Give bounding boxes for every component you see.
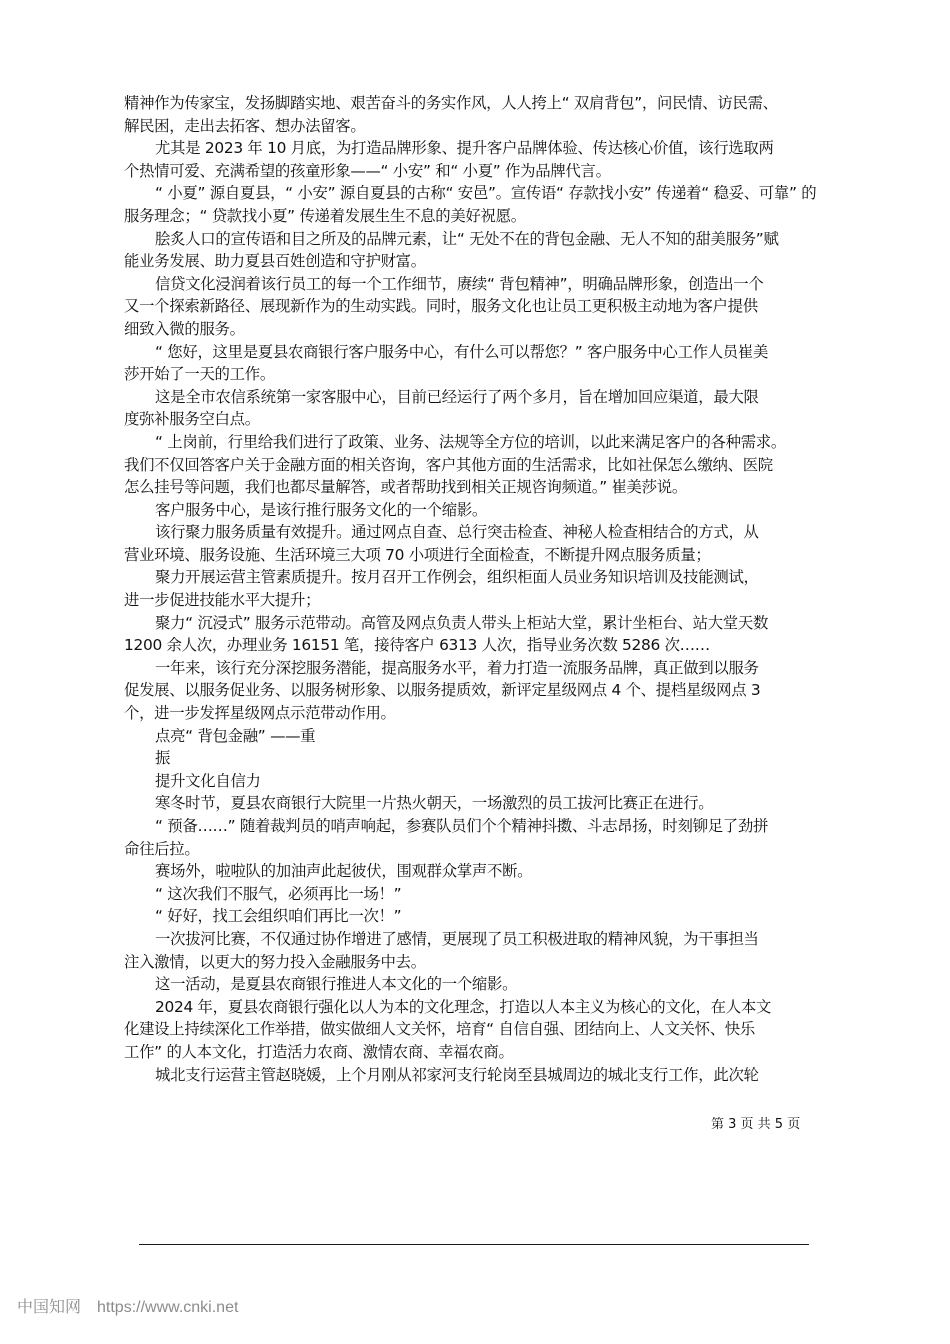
text-line: 该行聚力服务质量有效提升。通过网点自查、总行突击检查、神秘人检查相结合的方式，从 — [155, 523, 759, 542]
text-line: 寒冬时节，夏县农商银行大院里一片热火朝天，一场激烈的员工拔河比赛正在进行。 — [155, 794, 714, 813]
text-line: 一次拔河比赛，不仅通过协作增进了感情，更展现了员工积极进取的精神风貌，为干事担当 — [155, 929, 759, 948]
text-line: 客户服务中心，是该行推行服务文化的一个缩影。 — [155, 500, 487, 519]
text-line: 促发展、以服务促业务、以服务树形象、以服务提质效，新评定星级网点 4 个、提档星级网点 3 — [124, 681, 761, 700]
text-line: 尤其是 2023 年 10 月底，为打造品牌形象、提升客户品牌体验、传达核心价值，该行选取两 — [155, 139, 774, 158]
text-line: 2024 年，夏县农商银行强化以人为本的文化理念，打造以人本主义为核心的文化，在人本文 — [155, 997, 772, 1016]
text-line: “ 预备……” 随着裁判员的哨声响起，参赛队员们个个精神抖擞、斗志昂扬，时刻铆足了劲拼 — [155, 817, 769, 835]
text-line: 聚力开展运营主管素质提升。按月召开工作例会，组织柜面人员业务知识培训及技能测试， — [155, 568, 759, 587]
text-line: 点亮“ 背包金融” ——重 — [155, 726, 316, 745]
page-number: 第 3 页 共 5 页 — [711, 1117, 801, 1132]
text-line: “ 好好，找工会组织咱们再比一次！” — [155, 907, 402, 926]
text-line: 赛场外，啦啦队的加油声此起彼伏，围观群众掌声不断。 — [155, 862, 533, 881]
watermark-url[interactable]: https://www.cnki.net — [97, 1299, 239, 1316]
text-line: 聚力“ 沉浸式” 服务示范带动。高管及网点负责人带头上柜站大堂，累计坐柜台、站大堂天数 — [155, 613, 769, 632]
text-line: 1200 余人次，办理业务 16151 笔，接待客户 6313 人次，指导业务次数 5286 次…… — [124, 636, 710, 655]
text-line: 这一活动，是夏县农商银行推进人本文化的一个缩影。 — [155, 975, 518, 994]
text-line: 个热情可爱、充满希望的孩童形象——“ 小安” 和“ 小夏” 作为品牌代言。 — [124, 161, 611, 180]
text-line: 个，进一步发挥星级网点示范带动作用。 — [124, 704, 396, 723]
text-line: 精神作为传家宝，发扬脚踏实地、艰苦奋斗的务实作风，人人挎上“ 双肩背包”，问民情、访民需、 — [124, 94, 778, 112]
text-line: 服务理念；“ 贷款找小夏” 传递着发展生生不息的美好祝愿。 — [124, 206, 526, 225]
watermark-name: 中国知网 — [17, 1299, 82, 1316]
text-line: 提升文化自信力 — [155, 771, 261, 790]
footer-divider — [139, 1244, 809, 1245]
text-line: 进一步促进技能水平大提升； — [124, 591, 321, 610]
text-line: 一年来，该行充分深挖服务潜能，提高服务水平，着力打造一流服务品牌，真正做到以服务 — [155, 658, 759, 677]
text-line: “ 小夏” 源自夏县，“ 小安” 源自夏县的古称“ 安邑”。宣传语“ 存款找小安” 传递着“ 稳妥、可靠” 的 — [155, 184, 817, 203]
text-line: 命往后拉。 — [124, 839, 200, 858]
text-line: 脍炙人口的宣传语和目之所及的品牌元素，让“ 无处不在的背包金融、无人不知的甜美服务”赋 — [155, 229, 779, 248]
document-body — [124, 92, 836, 1086]
text-line: 这是全市农信系统第一家客服中心，目前已经运行了两个多月，旨在增加回应渠道，最大限 — [155, 387, 759, 406]
text-line: 怎么挂号等问题，我们也都尽量解答，或者帮助找到相关正规咨询频道。” 崔美莎说。 — [124, 478, 687, 497]
text-line: 城北支行运营主管赵晓媛，上个月刚从祁家河支行轮岗至县城周边的城北支行工作，此次轮 — [155, 1065, 759, 1084]
text-line: “ 上岗前，行里给我们进行了政策、业务、法规等全方位的培训，以此来满足客户的各种需求。 — [155, 432, 786, 451]
text-line: 度弥补服务空白点。 — [124, 410, 260, 429]
text-line: 我们不仅回答客户关于金融方面的相关咨询，客户其他方面的生活需求，比如社保怎么缴纳、医院 — [124, 455, 773, 474]
text-line: “ 您好，这里是夏县农商银行客户服务中心，有什么可以帮您？” 客户服务中心工作人员崔美 — [155, 342, 769, 361]
text-line: 能业务发展、助力夏县百姓创造和守护财富。 — [124, 252, 426, 271]
text-line: 工作” 的人本文化，打造活力农商、激情农商、幸福农商。 — [124, 1042, 514, 1061]
text-line: 又一个探索新路径、展现新作为的生动实践。同时，服务文化也让员工更积极主动地为客户提供 — [124, 297, 758, 316]
cnki-watermark — [17, 1294, 238, 1317]
text-line: 解民困，走出去拓客、想办法留客。 — [124, 116, 366, 135]
text-line: 莎开始了一天的工作。 — [124, 365, 275, 384]
text-line: 细致入微的服务。 — [124, 319, 245, 338]
text-line: 信贷文化浸润着该行员工的每一个工作细节，赓续“ 背包精神”，明确品牌形象，创造出一个 — [155, 274, 764, 293]
text-line: 注入激情，以更大的努力投入金融服务中去。 — [124, 952, 426, 971]
text-line: “ 这次我们不服气，必须再比一场！” — [155, 884, 402, 903]
text-line: 营业环境、服务设施、生活环境三大项 70 小项进行全面检查，不断提升网点服务质量； — [124, 545, 711, 564]
text-line: 化建设上持续深化工作举措，做实做细人文关怀，培育“ 自信自强、团结向上、人文关怀、快乐 — [124, 1020, 755, 1039]
text-line: 振 — [155, 749, 171, 768]
